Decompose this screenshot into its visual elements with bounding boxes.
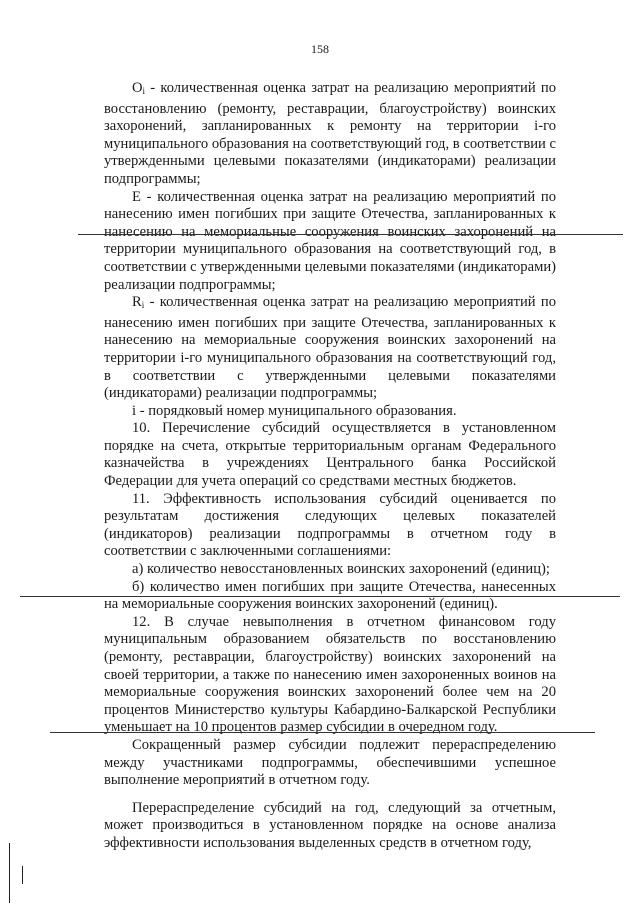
page-number: 158 [311,42,329,56]
paragraph-r-text: - количественная оценка затрат на реализацию мероприятий по нанесению имен погибших при защите Отечества, запланированных к нанесению на мемориальные сооружения воинских захоронений на территории i-го муниципального образования на соответствующий год, в соответствии с утвержденными целевыми показателями (индикаторами) реализации подпрограммы; [104,294,556,402]
subscript-i: i [142,86,146,96]
paragraph-14: Перераспределение субсидий на год, следующий за отчетным, может производиться в установленном порядке на основе анализа эффективности использования выделенных средств в отчетном году, [104,799,556,851]
paragraph-12: 12. В случае невыполнения в отчетном финансовом году муниципальным образованием обязательств по восстановлению (ремонту, реставрации, благоустройству) воинских захоронений на своей территории, а также по нанесению имен захороненных воинов на мемориальные сооружения воинских захоронений более чем на 20 процентов Министерство культуры Кабардино-Балкарской Республики уменьшает на 10 процентов размер субсидии в очередном году. [104,613,556,736]
paragraph-o-text: - количественная оценка затрат на реализацию мероприятий по восстановлению (ремонту, реставрации, благоустройству) воинских захоронений, запланированных к ремонту на территории i-го муниципального образования на соответствующий год, в соответствии с утвержденными целевыми показателями (индикаторами) реализации подпрограммы; [104,80,556,187]
margin-mark-left-inner [22,866,23,884]
subscript-i: i [141,300,145,311]
paragraph-11-a: а) количество невосстановленных воинских захоронений (единиц); [132,561,550,578]
paragraph-e-definition: Е - количественная оценка затрат на реализацию мероприятий по нанесению имен погибших при защите Отечества, запланированных к нанесению на мемориальные сооружения воинских захоронений на территории муниципального образования на соответствующий год, в соответствии с утвержденными целевыми показателями (индикаторами) реализации подпрограммы; [104,188,556,293]
paragraph-11: 11. Эффективность использования субсидий оценивается по результатам достижения следующих целевых показателей (индикаторов) реализации подпрограммы в отчетном году в соответствии с заключенными соглашениями: [104,490,556,560]
paragraph-o-definition [104,80,556,189]
scan-line-1 [78,234,623,235]
margin-mark-left [9,843,10,903]
paragraph-11-b: б) количество имен погибших при защите Отечества, нанесенных на мемориальные сооружения воинских захоронений (единиц). [104,578,556,613]
variable-r: R [132,294,142,311]
document-body [104,80,556,853]
scan-line-2 [20,596,620,597]
paragraph-i-definition: i - порядковый номер муниципального образования. [132,402,457,419]
paragraph-13: Сокращенный размер субсидии подлежит перераспределению между участниками подпрограммы, обеспечившими успешное выполнение мероприятий в отчетном году. [104,736,556,789]
scan-line-3 [50,732,595,733]
variable-o: O [132,80,143,96]
paragraph-10: 10. Перечисление субсидий осуществляется в установленном порядке на счета, открытые территориальным органам Федерального казначейства в учреждениях Центрального банка Российской Федерации для учета операций со средствами местных бюджетов. [104,420,556,490]
paragraph-r-definition [104,294,556,403]
